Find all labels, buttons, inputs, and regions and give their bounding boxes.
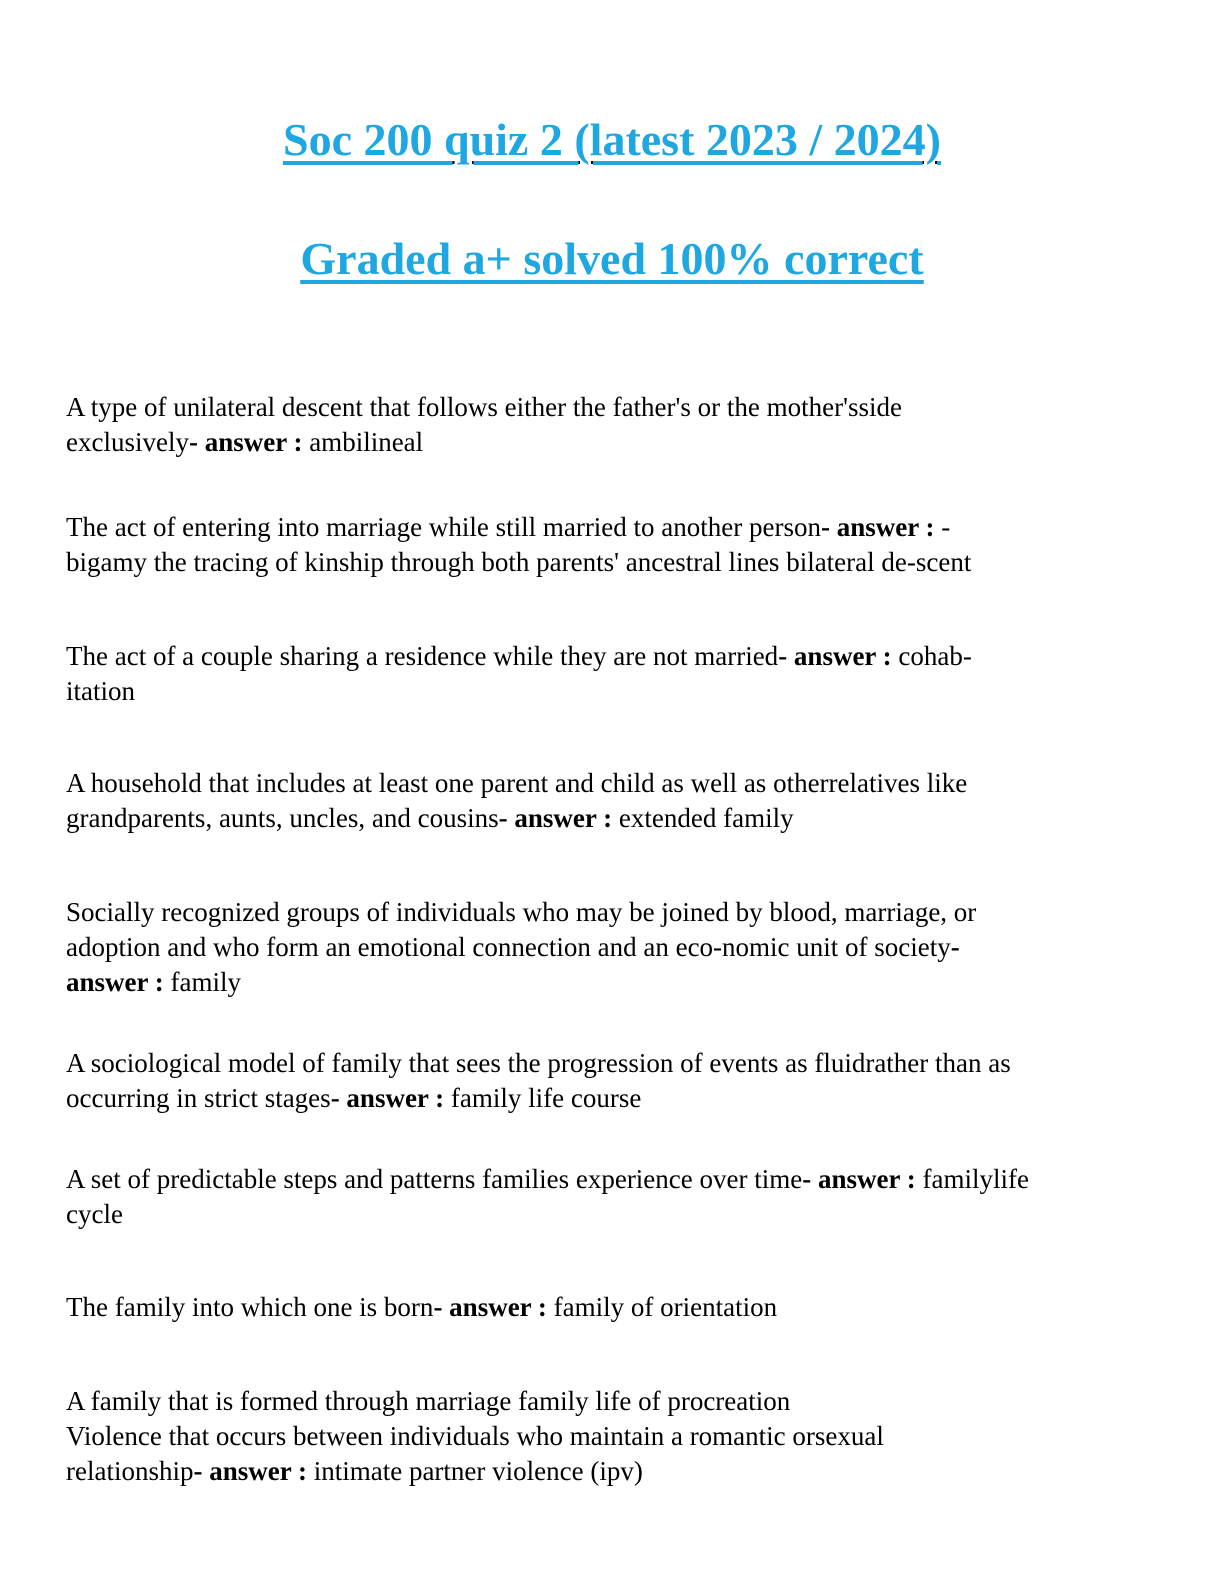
answer-text: family life course: [450, 1083, 642, 1113]
answer-marker: - answer :: [802, 1164, 916, 1194]
qa-item-2: The act of entering into marriage while still married to another person- answer : - bigamy the tracing of kinship through both parents' ancestral lines bilateral de-scent: [66, 512, 972, 577]
answer-marker: - answer :: [433, 1292, 547, 1322]
qa-item-5: [66, 895, 1166, 1000]
document-subtitle: [0, 231, 1224, 287]
qa-item-3: The act of a couple sharing a residence while they are not married- answer : cohab- itation: [66, 641, 972, 706]
answer-marker: - answer :: [821, 512, 935, 542]
qa-item-4: [66, 766, 1166, 836]
question-text: The act of entering into marriage while still married to another person: [66, 512, 821, 542]
question-text: Violence that occurs between individuals who maintain a romantic orsexual relationship: [66, 1421, 884, 1486]
qa-item-6: [66, 1046, 1166, 1116]
question-text: Socially recognized groups of individuals who may be joined by blood, marriage, or adoption and who form an emotional connection and an eco-nomic unit of society: [66, 897, 977, 962]
pre-text: A family that is formed through marriage family life of procreation: [66, 1386, 791, 1416]
question-text: A type of unilateral descent that follows either the father's or the mother'sside exclusively: [66, 392, 902, 457]
answer-text: family of orientation: [553, 1292, 778, 1322]
title-link-line-2[interactable]: Graded a+ solved 100% correct: [300, 233, 924, 284]
answer-marker: - answer :: [188, 427, 303, 457]
answer-marker: - answer :: [193, 1456, 307, 1486]
question-text: The family into which one is born: [66, 1292, 434, 1322]
qa-item-9: [66, 1384, 1166, 1489]
qa-item-8: [66, 1290, 1166, 1325]
question-text: The act of a couple sharing a residence while they are not married: [66, 641, 779, 671]
document-title: [0, 112, 1224, 168]
title-link-line-1[interactable]: Soc 200 quiz 2 (latest 2023 / 2024): [282, 114, 941, 165]
answer-text: family: [170, 967, 241, 997]
answer-marker: - answer :: [66, 932, 960, 997]
answer-text: intimate partner violence (ipv): [313, 1456, 643, 1486]
answer-marker: - answer :: [778, 641, 892, 671]
question-text: A set of predictable steps and patterns families experience over time: [66, 1164, 803, 1194]
answer-marker: - answer :: [498, 803, 613, 833]
answer-marker: - answer :: [330, 1083, 445, 1113]
qa-item-7: A set of predictable steps and patterns families experience over time- answer : familylife cycle: [66, 1164, 1029, 1229]
question-text: A sociological model of family that sees the progression of events as fluidrather than as occurring in strict stages: [66, 1048, 1011, 1113]
answer-text: ambilineal: [309, 427, 424, 457]
answer-text: extended family: [618, 803, 794, 833]
question-text: A household that includes at least one parent and child as well as otherrelatives like grandparents, aunts, uncles, and cousins: [66, 768, 968, 833]
qa-item-1: [66, 390, 1166, 460]
